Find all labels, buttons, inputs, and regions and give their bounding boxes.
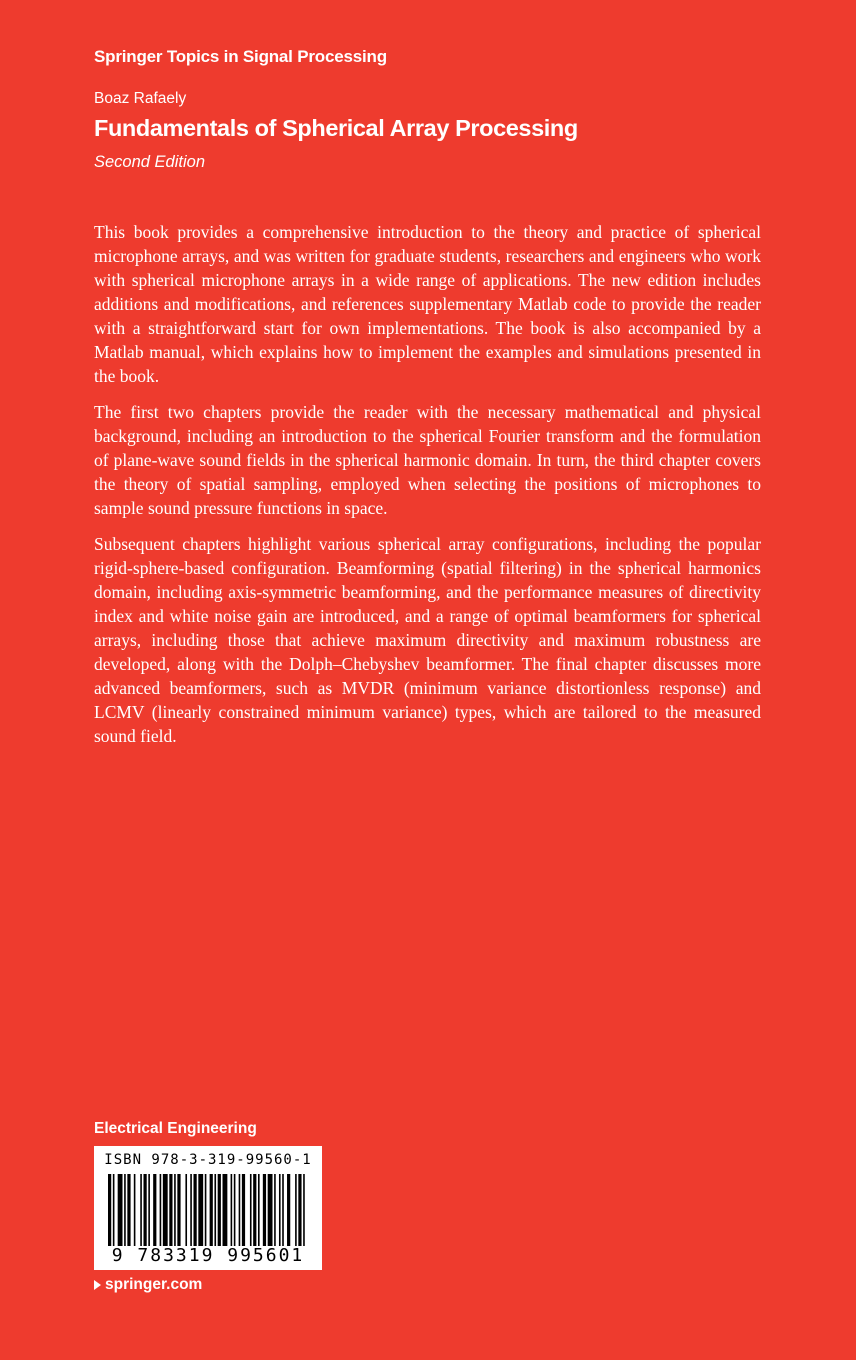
barcode-bar (205, 1174, 207, 1246)
series-name: Springer Topics in Signal Processing (94, 47, 387, 66)
barcode-bar (163, 1174, 168, 1246)
blurb-paragraph-2: The first two chapters provide the reader with the necessary mathematical and physical background, including an introduction to the spherical Fourier transform and the formulation of plane-wave sound fields in the spherical harmonic domain. In turn, the third chapter covers the theory of spatial sampling, employed when selecting the positions of microphones to sample sound pressure functions in space. (94, 402, 761, 518)
barcode-bar (263, 1174, 266, 1246)
barcode-bar (303, 1174, 305, 1246)
barcode-bar (140, 1174, 142, 1246)
book-title: Fundamentals of Spherical Array Processing (94, 115, 578, 141)
barcode-bar (148, 1174, 150, 1246)
barcode-bar (127, 1174, 130, 1246)
barcode-bar (295, 1174, 297, 1246)
barcode-bar (268, 1174, 273, 1246)
website-text: springer.com (105, 1276, 203, 1293)
category-label: Electrical Engineering (94, 1120, 257, 1137)
barcode-bar (108, 1174, 111, 1246)
barcode-bar (234, 1174, 236, 1246)
barcode-bar (177, 1174, 180, 1246)
barcode-bar (210, 1174, 213, 1246)
barcode-bar (174, 1174, 176, 1246)
blurb-paragraph-1: This book provides a comprehensive introduction to the theory and practice of spherical microphone arrays, and was written for graduate students, researchers and engineers who work with spherical microphone arrays in a wide range of applications. The new edition includes additions and modifications, and references supplementary Matlab code to provide the reader with a straightforward start for own implementations. The book is also accompanied by a Matlab manual, which explains how to implement the examples and simulations presented in the book. (94, 222, 761, 386)
barcode-bar (253, 1174, 256, 1246)
barcode-bar (190, 1174, 192, 1246)
barcode-box (94, 1146, 322, 1270)
barcode-bar (169, 1174, 172, 1246)
barcode-bar (282, 1174, 284, 1246)
barcode-bar (124, 1174, 126, 1246)
barcode-bar (193, 1174, 196, 1246)
barcode-bar (153, 1174, 156, 1246)
barcode-bar (250, 1174, 252, 1246)
barcode-bar (223, 1174, 228, 1246)
author-name: Boaz Rafaely (94, 90, 187, 107)
barcode-bar (258, 1174, 260, 1246)
barcode-bar (242, 1174, 245, 1246)
barcode-bar (134, 1174, 136, 1246)
barcode-bar (185, 1174, 187, 1246)
barcode-bar (214, 1174, 216, 1246)
barcode-bar (274, 1174, 276, 1246)
barcode-bar (160, 1174, 162, 1246)
barcode-bar (279, 1174, 281, 1246)
arrow-icon (94, 1280, 101, 1290)
barcode-bar (239, 1174, 241, 1246)
barcode-bar (218, 1174, 221, 1246)
barcode-bars (108, 1174, 308, 1246)
barcode-bar (113, 1174, 115, 1246)
edition-label: Second Edition (94, 153, 205, 171)
barcode-bar (143, 1174, 146, 1246)
blurb-paragraph-3: Subsequent chapters highlight various spherical array configurations, including the popular rigid-sphere-based configuration. Beamforming (spatial filtering) in the spherical harmonics domain, including axis-symmetric beamforming, and the performance measures of directivity index and white noise gain are introduced, and a range of optimal beamformers for spherical arrays, including those that achieve maximum directivity and maximum robustness are developed, along with the Dolph–Chebyshev beamformer. The final chapter discusses more advanced beamformers, such as MVDR (minimum variance distortionless response) and LCMV (linearly constrained minimum variance) types, which are tailored to the measured sound field. (94, 534, 761, 746)
blurb (94, 220, 761, 760)
barcode-digits: 9 783319 995601 (111, 1245, 305, 1266)
barcode-bar (198, 1174, 203, 1246)
barcode-bar (298, 1174, 301, 1246)
isbn-text: ISBN 978-3-319-99560-1 (104, 1152, 312, 1168)
barcode-bar (287, 1174, 290, 1246)
barcode-bar (118, 1174, 123, 1246)
barcode-bar (231, 1174, 233, 1246)
website-link[interactable] (94, 1276, 202, 1294)
